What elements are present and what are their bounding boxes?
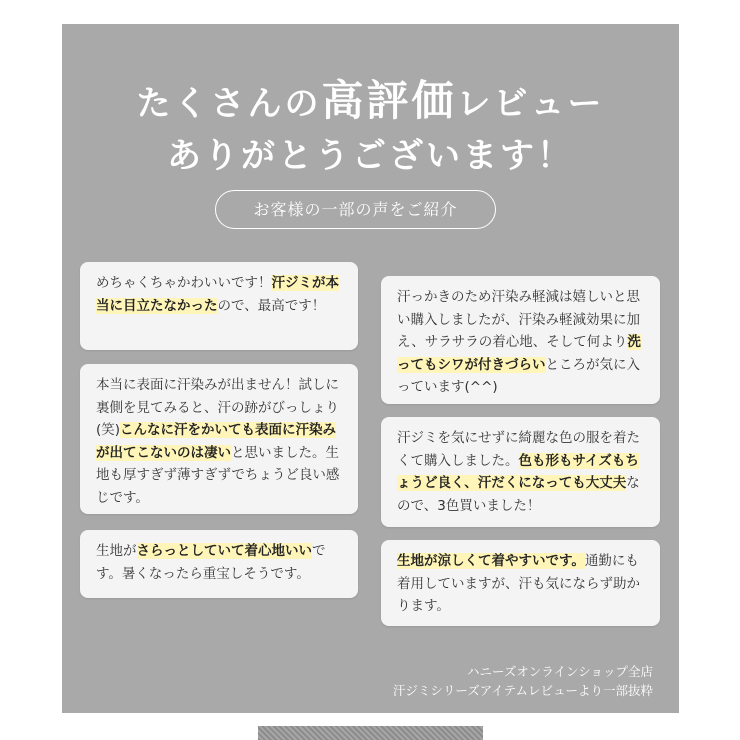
review-text: ところが気に入っています(^^): [397, 356, 640, 395]
headline-post: レビュー: [456, 84, 605, 124]
review-text: 通勤にも着用していますが、汗も気にならず助かります。: [397, 553, 640, 614]
review-card: [80, 530, 358, 598]
decorative-strip: [258, 726, 483, 740]
review-highlight: こんなに汗をかいても表面に汗染みが出てこないのは凄い: [96, 422, 337, 461]
review-highlight: 生地が涼しくて着やすいです。: [397, 553, 585, 569]
review-highlight: 汗ジミが本当に目立たなかった: [96, 275, 339, 314]
review-text: ので、最高です！: [217, 297, 326, 314]
review-card: [80, 262, 358, 350]
review-text: です。暑くなったら重宝しそうです。: [96, 543, 326, 582]
headline-line1: [62, 68, 679, 128]
subtitle-pill: お客様の一部の声をご紹介: [215, 190, 496, 229]
review-text: 汗ジミを気にせずに綺麗な色の服を着たくて購入しました。: [397, 430, 640, 469]
review-text: 本当に表面に汗染みが出ません！試しに裏側を見てみると、汗の跡がびっしょり(笑): [96, 377, 339, 438]
review-card: [381, 540, 660, 626]
review-text: 汗っかきのため汗染み軽減は嬉しいと思い購入しましたが、汗染み軽減効果に加え、サラサラの着心地、そして何より: [397, 289, 640, 350]
review-card: [381, 417, 660, 527]
headline-emphasis: 高評価: [321, 76, 457, 125]
review-card: [80, 364, 358, 514]
review-text: 生地が: [96, 543, 137, 559]
headline-pre: たくさんの: [136, 84, 322, 124]
review-highlight: 色も形もサイズもちょうど良く、汗だくになっても大丈夫: [397, 452, 639, 491]
review-highlight: さらっとしていて着心地いい: [136, 543, 312, 559]
source-line1: ハニーズオンラインショップ全店: [467, 664, 653, 679]
source-line2: 汗ジミシリーズアイテムレビューより一部抜粋: [392, 683, 653, 698]
review-text: めちゃくちゃかわいいです！: [96, 275, 272, 291]
review-text: なので、3色買いました！: [397, 475, 640, 514]
headline-line2: ありがとうございます！: [167, 136, 574, 176]
review-card: [381, 276, 660, 404]
source-note: [393, 662, 653, 700]
review-highlight: 洗ってもシワが付きづらい: [397, 334, 641, 373]
review-text: と思いました。生地も厚すぎず薄すぎずでちょうど良い感じです。: [96, 444, 340, 506]
